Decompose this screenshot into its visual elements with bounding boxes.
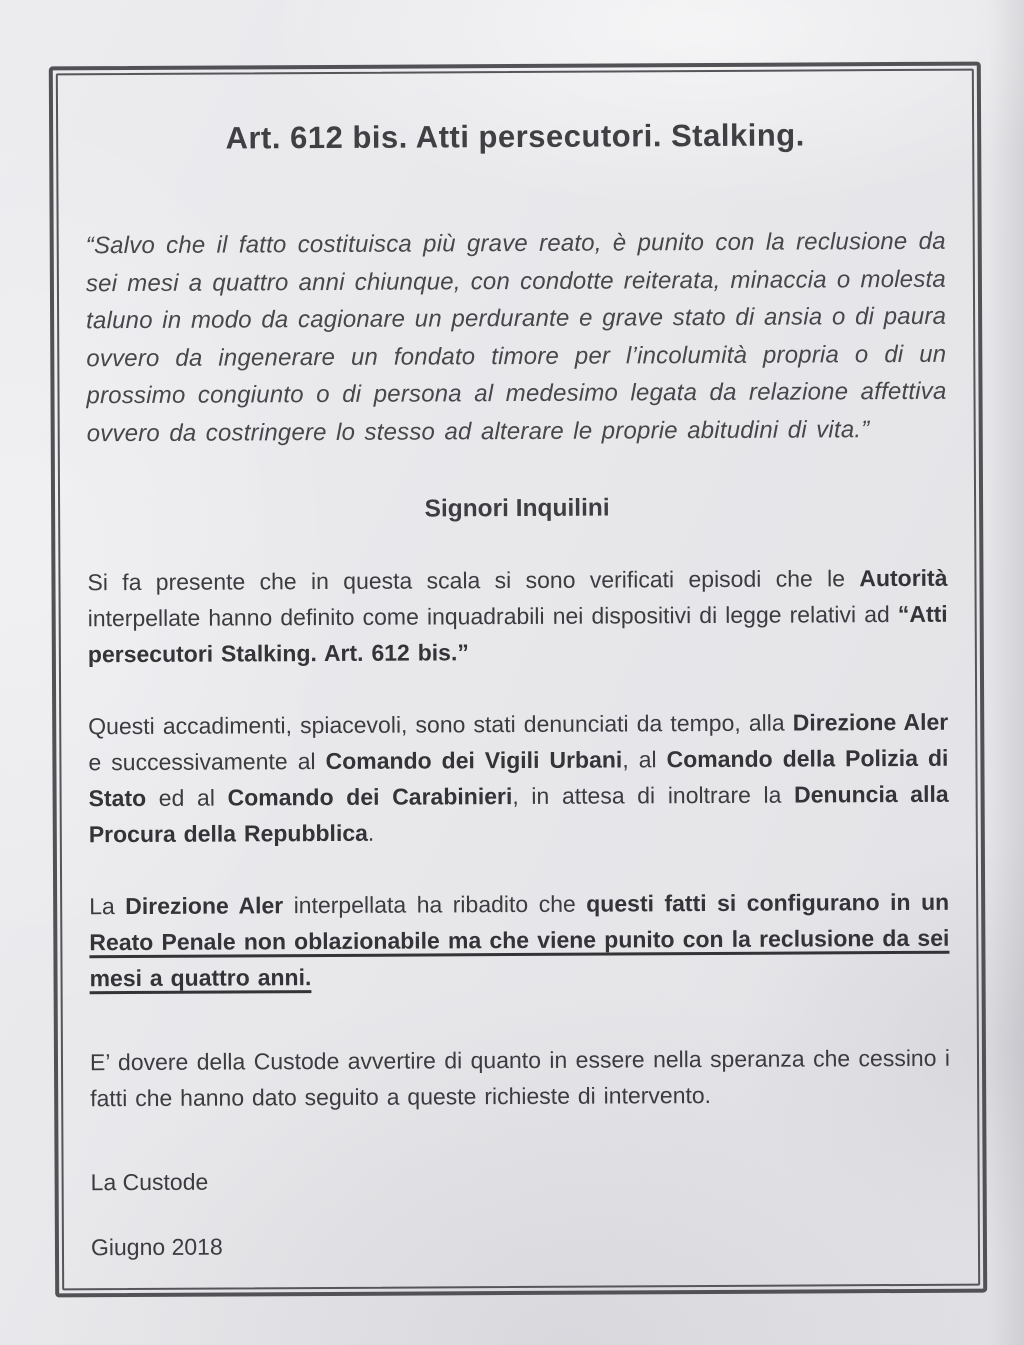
document-frame-outer bbox=[49, 62, 987, 1298]
salutation-heading: Signori Inquilini bbox=[424, 494, 610, 523]
text-segment: interpellate hanno definito come inquadrabili nei dispositivi di legge relativi ad bbox=[87, 601, 898, 632]
text-segment: , in attesa di inoltrare la bbox=[512, 781, 795, 810]
law-text-quote: “Salvo che il fatto costituisca più grave reato, è punito con la reclusione da sei mesi a quattro anni chiunque, con condotte reiterata, minaccia o molesta taluno in modo da cagionare un perdurante e grave stato di ansia o di paura ovvero da ingenerare un fondato timore per l’incolumità propria o di un prossimo congiunto o di persona al medesimo legata da relazione affettiva ovvero da costringere lo stesso ad alterare le proprie abitudini di vita.” bbox=[85, 227, 947, 447]
paragraph-denunciations bbox=[88, 704, 949, 853]
text-segment: Direzione Aler bbox=[125, 892, 284, 920]
text-segment: interpellata ha ribadito che bbox=[283, 890, 587, 919]
text-segment: , al bbox=[622, 746, 667, 773]
paragraph-custode-duty bbox=[90, 1040, 950, 1117]
text-segment: Questi accadimenti, spiacevoli, sono stati denunciati da tempo, alla bbox=[88, 709, 793, 740]
text-segment: Autorità bbox=[859, 564, 948, 592]
text-segment: Comando dei Carabinieri bbox=[227, 783, 513, 811]
signature-line: La Custode bbox=[90, 1168, 209, 1196]
text-segment: “Atti persecutori Stalking. Art. 612 bis.” bbox=[87, 600, 948, 668]
text-segment: Direzione Aler bbox=[792, 708, 949, 736]
text-segment: . bbox=[367, 819, 375, 846]
text-segment: ed al bbox=[146, 784, 228, 811]
paragraph-aler-statement bbox=[89, 884, 950, 997]
document-title: Art. 612 bis. Atti persecutori. Stalking. bbox=[225, 117, 805, 156]
text-segment: Comando della Polizia di Stato bbox=[88, 744, 949, 812]
document-frame-inner bbox=[56, 69, 980, 1291]
text-segment: Reato Penale non oblazionabile ma che viene punito con la reclusione da sei mesi a quattro anni. bbox=[89, 924, 950, 992]
text-segment: questi fatti si configurano in un bbox=[586, 888, 950, 917]
text-segment: E’ dovere della Custode avvertire di quanto in essere nella speranza che cessino i fatti che hanno dato seguito a queste richieste di intervento. bbox=[89, 1044, 951, 1112]
text-segment: e successivamente al bbox=[88, 748, 326, 776]
text-segment: La bbox=[89, 893, 126, 920]
text-segment: Denuncia alla Procura della Repubblica bbox=[88, 780, 949, 848]
paragraph-reported-episodes bbox=[87, 560, 948, 673]
date-line: Giugno 2018 bbox=[90, 1233, 223, 1261]
text-segment: Si fa presente che in questa scala si sono verificati episodi che le bbox=[87, 565, 860, 596]
text-segment: Comando dei Vigili Urbani bbox=[325, 746, 623, 775]
